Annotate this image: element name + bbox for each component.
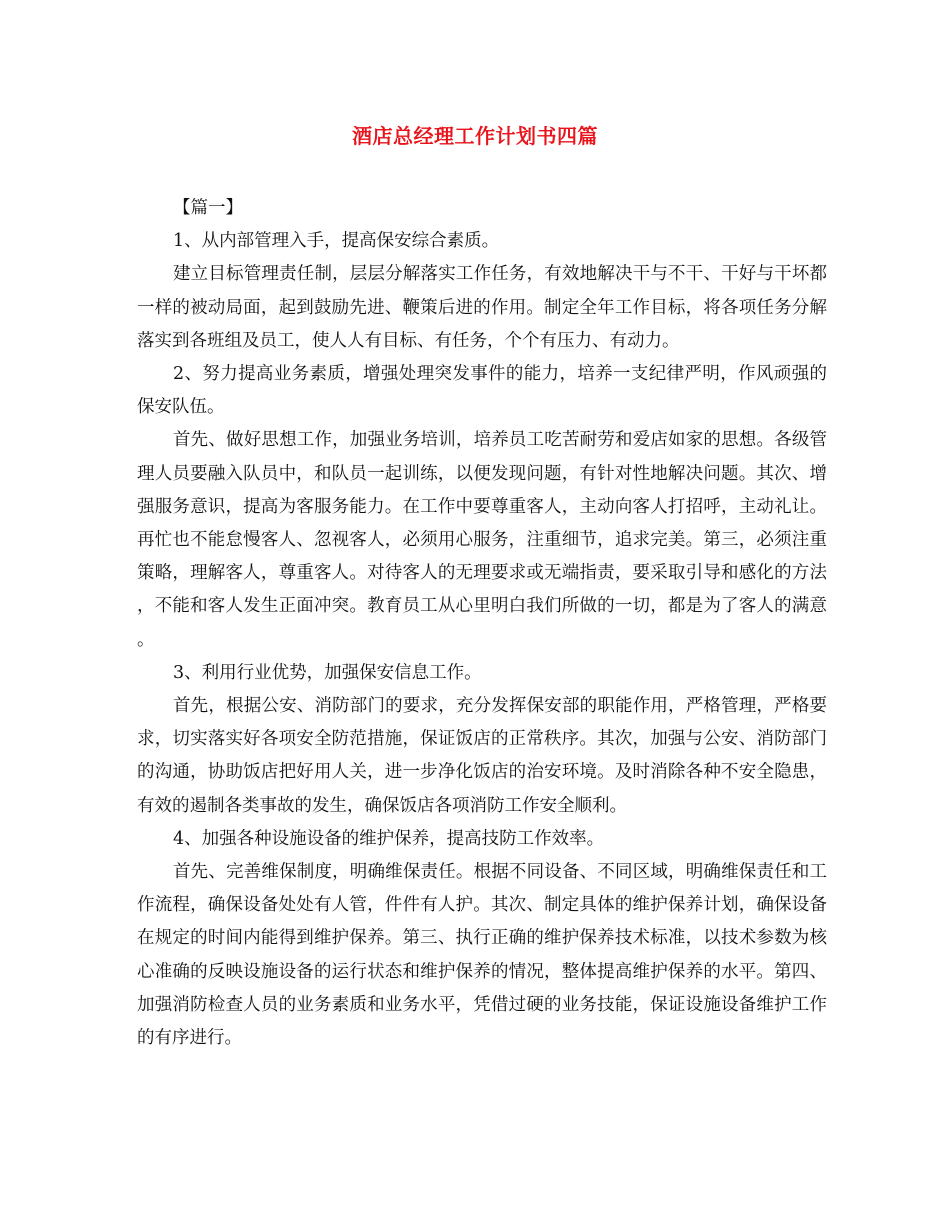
- section-label: 【篇一】: [173, 198, 243, 218]
- heading-item-3: 3、利用行业优势，加强保安信息工作。: [173, 662, 482, 683]
- heading-item-4: 4、加强各种设施设备的维护保养，提高技防工作效率。: [173, 828, 605, 849]
- body-paragraph-1: 建立目标管理责任制，层层分解落实工作任务，有效地解决干与不干、干好与干坏都一样的被动局面，起到鼓励先进、鞭策后进的作用。制定全年工作目标，将各项任务分解落实到各班组及员工，使人人有目标、有任务，个个有压力、有动力。: [137, 264, 827, 351]
- document-title: 酒店总经理工作计划书四篇: [352, 124, 598, 148]
- body-paragraph-4: 首先、完善维保制度，明确维保责任。根据不同设备、不同区域，明确维保责任和工作流程，确保设备处处有人管，件件有人护。其次、制定具体的维护保养计划，确保设备在规定的时间内能得到维护保养。第三、执行正确的维护保养技术标准，以技术参数为核心准确的反映设施设备的运行状态和维护保养的情况，整体提高维护保养的水平。第四、加强消防检查人员的业务素质和业务水平，凭借过硬的业务技能，保证设施设备维护工作的有序进行。: [137, 862, 827, 1049]
- body-paragraph-2: 首先、做好思想工作，加强业务培训，培养员工吃苦耐劳和爱店如家的思想。各级管理人员要融入队员中，和队员一起训练，以便发现问题，有针对性地解决问题。其次、增强服务意识，提高为客服务能力。在工作中要尊重客人，主动向客人打招呼，主动礼让。再忙也不能怠慢客人、忽视客人，必须用心服务，注重细节，追求完美。第三，必须注重策略，理解客人，尊重客人。对待客人的无理要求或无端指责，要采取引导和感化的方法，不能和客人发生正面冲突。教育员工从心里明白我们所做的一切，都是为了客人的满意。: [137, 430, 827, 650]
- heading-item-2: 2、努力提高业务素质，增强处理突发事件的能力，培养一支纪律严明，作风顽强的保安队伍。: [137, 364, 827, 418]
- heading-item-1: 1、从内部管理入手，提高保安综合素质。: [173, 231, 500, 252]
- document-body: [137, 192, 827, 1055]
- body-paragraph-3: 首先，根据公安、消防部门的要求，充分发挥保安部的职能作用，严格管理，严格要求，切实落实好各项安全防范措施，保证饭店的正常秩序。其次，加强与公安、消防部门的沟通，协助饭店把好用人关，进一步净化饭店的治安环境。及时消除各种不安全隐患，有效的遏制各类事故的发生，确保饭店各项消防工作安全顺利。: [137, 696, 827, 816]
